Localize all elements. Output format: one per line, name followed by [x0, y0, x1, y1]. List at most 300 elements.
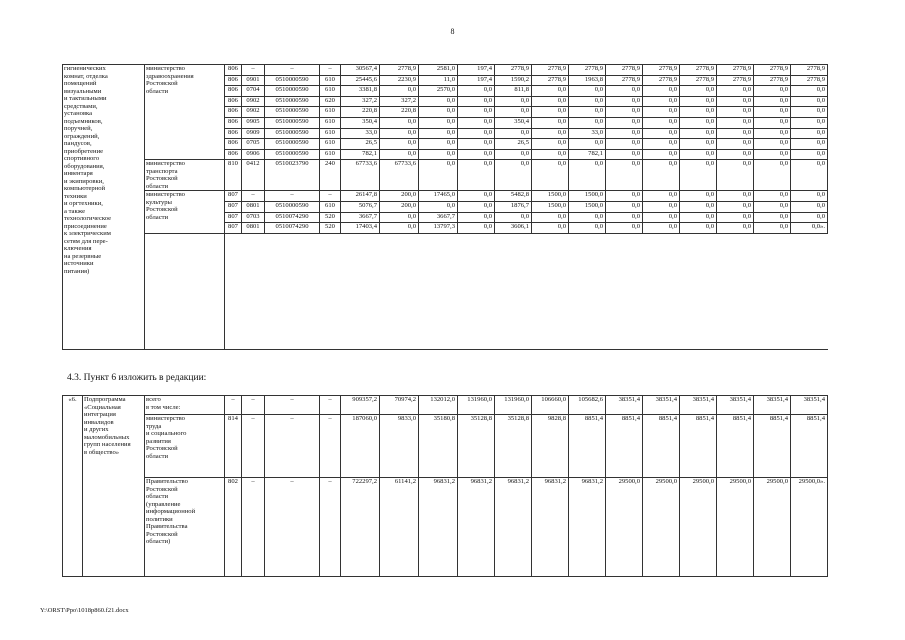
- executor-cell: [145, 396, 225, 415]
- amount-cell: 1500,0: [569, 191, 606, 202]
- text-line: министерство: [146, 65, 185, 72]
- code-cell: 0909: [242, 128, 265, 139]
- empty-cell: [242, 243, 265, 253]
- amount-cell: 0,0: [680, 86, 717, 97]
- amount-cell: 13797,3: [419, 223, 458, 234]
- amount-cell: 106660,0: [532, 396, 569, 415]
- amount-cell: 33,0: [341, 128, 380, 139]
- amount-cell: 0,0: [717, 139, 754, 150]
- amount-cell: 0,0: [643, 212, 680, 223]
- amount-cell: 0,0: [680, 191, 717, 202]
- amount-cell: 0,0: [532, 117, 569, 128]
- amount-cell: 0,0: [532, 86, 569, 97]
- document-path: Y:\ORST\Ppo\1018p860.f21.docx: [40, 607, 129, 614]
- code-cell: –: [225, 396, 242, 415]
- amount-cell: 96831,2: [532, 478, 569, 577]
- amount-cell: 29500,0: [717, 478, 754, 577]
- amount-cell: 220,8: [380, 107, 419, 118]
- empty-cell: [341, 243, 380, 253]
- amount-cell: 0,0: [532, 160, 569, 191]
- text-line: ограждений,: [64, 132, 100, 140]
- amount-cell: 0,0: [680, 212, 717, 223]
- amount-cell: 5482,8: [495, 191, 532, 202]
- amount-cell: 197,4: [458, 65, 495, 76]
- amount-cell: 8851,4: [569, 415, 606, 478]
- text-line: источники: [64, 260, 94, 267]
- amount-cell: 0,0: [419, 149, 458, 160]
- filler-row: [63, 243, 896, 253]
- empty-cell: [380, 233, 419, 243]
- amount-cell: 0,0: [495, 212, 532, 223]
- amount-cell: 0,0: [569, 117, 606, 128]
- amount-cell: 0,0: [754, 223, 791, 234]
- amount-cell: 2778,9: [643, 75, 680, 86]
- amount-cell: 327,2: [341, 96, 380, 107]
- amount-cell: 131960,0: [458, 396, 495, 415]
- text-line: и других: [84, 426, 109, 433]
- text-line: области): [146, 538, 171, 545]
- code-cell: –: [265, 396, 320, 415]
- amount-cell: 2778,9: [717, 65, 754, 76]
- amount-cell: 220,8: [341, 107, 380, 118]
- amount-cell: 3381,8: [341, 86, 380, 97]
- code-cell: 814: [225, 415, 242, 478]
- amount-cell: 0,0: [458, 117, 495, 128]
- amount-cell: 26,5: [341, 139, 380, 150]
- amount-cell: 0,0: [791, 160, 828, 191]
- executor-cell: [145, 415, 225, 478]
- empty-cell: [754, 233, 791, 243]
- amount-cell: 0,0: [380, 223, 419, 234]
- amount-cell: 8851,4: [791, 415, 828, 478]
- code-cell: 610: [320, 86, 341, 97]
- amount-cell: 0,0: [791, 128, 828, 139]
- text-line: инвалидов: [84, 418, 114, 426]
- empty-cell: [225, 233, 242, 243]
- amount-cell: 132012,0: [419, 396, 458, 415]
- amount-cell: 0,0: [606, 212, 643, 223]
- amount-cell: 0,0: [680, 149, 717, 160]
- amount-cell: 0,0: [458, 149, 495, 160]
- amount-cell: 0,0: [532, 149, 569, 160]
- amount-cell: 0,0: [606, 96, 643, 107]
- amount-cell: 0,0: [458, 128, 495, 139]
- code-cell: 610: [320, 117, 341, 128]
- amount-cell: 350,4: [495, 117, 532, 128]
- empty-cell: [419, 243, 458, 253]
- amount-cell: 0,0: [569, 212, 606, 223]
- amount-cell: 0,0: [717, 117, 754, 128]
- amount-cell: 2778,9: [680, 65, 717, 76]
- text-line: информационной: [146, 508, 196, 515]
- amount-cell: 2778,9: [606, 75, 643, 86]
- text-line: и социального: [146, 430, 187, 437]
- empty-cell: [225, 253, 242, 350]
- text-line: компьютерной: [64, 185, 106, 192]
- empty-cell: [242, 233, 265, 243]
- empty-cell: [791, 243, 828, 253]
- code-cell: 0510000590: [265, 128, 320, 139]
- empty-cell: [717, 233, 754, 243]
- amount-cell: 38351,4: [754, 396, 791, 415]
- code-cell: 610: [320, 107, 341, 118]
- amount-cell: 61141,2: [380, 478, 419, 577]
- code-cell: –: [265, 415, 320, 478]
- text-line: присоединение: [64, 222, 107, 230]
- amount-cell: 29500,0: [643, 478, 680, 577]
- amount-cell: 0,0: [606, 139, 643, 150]
- empty-cell: [680, 253, 717, 350]
- code-cell: 0510000590: [265, 75, 320, 86]
- amount-cell: 0,0: [643, 107, 680, 118]
- empty-cell: [495, 253, 532, 350]
- empty-cell: [791, 233, 828, 243]
- amount-cell: 0,0: [791, 96, 828, 107]
- executor-cell: [145, 191, 225, 233]
- empty-cell: [532, 233, 569, 243]
- amount-cell: 2778,9: [380, 65, 419, 76]
- empty-cell: [145, 243, 225, 253]
- amount-cell: 0,0: [643, 139, 680, 150]
- amount-cell: 0,0: [680, 96, 717, 107]
- text-line: ключения: [64, 245, 92, 252]
- amount-cell: 0,0: [569, 223, 606, 234]
- empty-cell: [606, 253, 643, 350]
- text-line: оборудования,: [64, 162, 105, 170]
- empty-cell: [145, 253, 225, 350]
- executor-cell: [145, 478, 225, 577]
- amount-cell: 0,0: [458, 139, 495, 150]
- amount-cell: 0,0: [419, 96, 458, 107]
- table-row: [63, 65, 896, 76]
- text-line: политики: [146, 515, 173, 523]
- amount-cell: 0,0: [754, 128, 791, 139]
- empty-cell: [569, 253, 606, 350]
- empty-cell: [242, 253, 265, 350]
- empty-cell: [754, 243, 791, 253]
- empty-cell: [320, 243, 341, 253]
- amount-cell: 29500,0: [606, 478, 643, 577]
- amount-cell: 1500,0: [569, 201, 606, 212]
- text-line: подъемников,: [64, 117, 103, 125]
- code-cell: 806: [225, 75, 242, 86]
- code-cell: –: [265, 191, 320, 202]
- amount-cell: 8851,4: [717, 415, 754, 478]
- amount-cell: 0,0: [380, 117, 419, 128]
- amount-cell: 197,4: [458, 75, 495, 86]
- amount-cell: 0,0: [606, 117, 643, 128]
- code-cell: 807: [225, 212, 242, 223]
- amount-cell: 0,0: [606, 128, 643, 139]
- amount-cell: 1590,2: [495, 75, 532, 86]
- executor-cell: [145, 65, 225, 160]
- empty-cell: [791, 253, 828, 350]
- amount-cell: 0,0: [754, 160, 791, 191]
- code-cell: 807: [225, 201, 242, 212]
- item-number-cell: «6.: [63, 396, 83, 577]
- amount-cell: 0,0: [419, 117, 458, 128]
- amount-cell: 35128,8: [495, 415, 532, 478]
- text-line: техники: [64, 192, 87, 200]
- amount-cell: 0,0: [458, 96, 495, 107]
- amount-cell: 29500,0: [680, 478, 717, 577]
- amount-cell: 0,0: [643, 117, 680, 128]
- amount-cell: 26147,8: [341, 191, 380, 202]
- amount-cell: 3667,7: [341, 212, 380, 223]
- amount-cell: 0,0: [569, 86, 606, 97]
- amount-cell: 0,0: [717, 107, 754, 118]
- amount-cell: 0,0: [791, 212, 828, 223]
- code-cell: 806: [225, 139, 242, 150]
- amount-cell: 2778,9: [791, 75, 828, 86]
- code-cell: –: [320, 415, 341, 478]
- amount-cell: 0,0: [754, 117, 791, 128]
- amount-cell: 0,0: [419, 201, 458, 212]
- text-line: визуальными: [64, 87, 102, 95]
- amount-cell: 35180,8: [419, 415, 458, 478]
- text-line: Ростовской: [146, 485, 178, 493]
- text-line: области: [146, 182, 169, 190]
- amount-cell: 0,0: [380, 128, 419, 139]
- amount-cell: 0,0: [754, 96, 791, 107]
- amount-cell: 0,0: [606, 107, 643, 118]
- text-line: поручней,: [64, 125, 93, 132]
- amount-cell: 0,0: [606, 191, 643, 202]
- code-cell: 806: [225, 65, 242, 76]
- amount-cell: 0,0: [791, 139, 828, 150]
- text-line: труда: [146, 422, 162, 430]
- code-cell: 0510023790: [265, 160, 320, 191]
- code-cell: 0705: [242, 139, 265, 150]
- text-line: транспорта: [146, 167, 178, 175]
- filler-row: [63, 253, 896, 350]
- code-cell: 0510000590: [265, 139, 320, 150]
- subprogram-table: [62, 395, 896, 577]
- amount-cell: 200,0: [380, 191, 419, 202]
- code-cell: –: [320, 65, 341, 76]
- code-cell: –: [320, 478, 341, 577]
- text-line: всего: [146, 396, 161, 403]
- amount-cell: 0,0: [680, 117, 717, 128]
- amount-cell: 1876,7: [495, 201, 532, 212]
- text-line: гигиенических: [64, 65, 106, 72]
- code-cell: –: [320, 396, 341, 415]
- code-cell: 802: [225, 478, 242, 577]
- amount-cell: 17403,4: [341, 223, 380, 234]
- amount-cell: 0,0: [606, 201, 643, 212]
- text-line: интеграция: [84, 411, 116, 418]
- amount-cell: 3667,7: [419, 212, 458, 223]
- budget-table-continued: [62, 64, 896, 350]
- amount-cell: 0,0: [606, 86, 643, 97]
- empty-cell: [495, 233, 532, 243]
- text-line: и тактильными: [64, 95, 107, 102]
- empty-cell: [643, 253, 680, 350]
- amount-cell: 0,0: [643, 86, 680, 97]
- empty-cell: [380, 253, 419, 350]
- code-cell: 240: [320, 160, 341, 191]
- amount-cell: 0,0: [458, 201, 495, 212]
- empty-cell: [341, 233, 380, 243]
- table-row: [63, 415, 896, 478]
- empty-cell: [320, 253, 341, 350]
- amount-cell: 70974,2: [380, 396, 419, 415]
- amount-cell: 1963,8: [569, 75, 606, 86]
- amount-cell: 0,0: [643, 160, 680, 191]
- amount-cell: 2230,9: [380, 75, 419, 86]
- amount-cell: 0,0: [606, 149, 643, 160]
- amount-cell: 0,0: [717, 128, 754, 139]
- code-cell: 0902: [242, 96, 265, 107]
- empty-cell: [532, 253, 569, 350]
- code-cell: 0704: [242, 86, 265, 97]
- amount-cell: 0,0: [791, 201, 828, 212]
- amount-cell: 0,0: [495, 128, 532, 139]
- amount-cell: 0,0».: [791, 223, 828, 234]
- amount-cell: 0,0: [643, 96, 680, 107]
- amount-cell: 2581,0: [419, 65, 458, 76]
- amount-cell: 0,0: [419, 139, 458, 150]
- amount-cell: 0,0: [791, 191, 828, 202]
- code-cell: 806: [225, 86, 242, 97]
- text-line: Ростовской: [146, 206, 178, 214]
- amount-cell: 105682,6: [569, 396, 606, 415]
- code-cell: –: [320, 191, 341, 202]
- text-line: инвентаря: [64, 170, 93, 177]
- text-line: Ростовской: [146, 175, 178, 183]
- amount-cell: 811,8: [495, 86, 532, 97]
- amount-cell: 0,0: [458, 191, 495, 202]
- amount-cell: 0,0: [532, 139, 569, 150]
- amount-cell: 96831,2: [419, 478, 458, 577]
- amount-cell: 0,0: [419, 128, 458, 139]
- amount-cell: 0,0: [754, 139, 791, 150]
- empty-cell: [145, 233, 225, 243]
- text-line: групп населения: [84, 441, 131, 448]
- amount-cell: 25445,6: [341, 75, 380, 86]
- amount-cell: 0,0: [569, 139, 606, 150]
- amount-cell: 9833,0: [380, 415, 419, 478]
- amount-cell: 2778,9: [754, 65, 791, 76]
- amount-cell: 0,0: [754, 191, 791, 202]
- code-cell: 610: [320, 75, 341, 86]
- amount-cell: 0,0: [680, 107, 717, 118]
- text-line: области: [146, 493, 169, 500]
- amount-cell: 0,0: [532, 223, 569, 234]
- empty-cell: [265, 233, 320, 243]
- empty-cell: [643, 233, 680, 243]
- amount-cell: 1500,0: [532, 201, 569, 212]
- code-cell: 0510000590: [265, 201, 320, 212]
- amount-cell: 909357,2: [341, 396, 380, 415]
- empty-cell: [341, 253, 380, 350]
- text-line: здравоохранения: [146, 72, 194, 80]
- code-cell: –: [242, 396, 265, 415]
- amount-cell: 0,0: [532, 107, 569, 118]
- empty-cell: [265, 243, 320, 253]
- text-line: министерство: [146, 415, 185, 422]
- amount-cell: 29500,0: [754, 478, 791, 577]
- amount-cell: 8851,4: [643, 415, 680, 478]
- amount-cell: 0,0: [458, 107, 495, 118]
- amount-cell: 2778,9: [532, 75, 569, 86]
- amount-cell: 0,0: [569, 160, 606, 191]
- empty-cell: [717, 253, 754, 350]
- amount-cell: 38351,4: [791, 396, 828, 415]
- code-cell: 620: [320, 96, 341, 107]
- code-cell: –: [265, 478, 320, 577]
- amount-cell: 0,0: [754, 149, 791, 160]
- code-cell: 806: [225, 128, 242, 139]
- empty-cell: [754, 253, 791, 350]
- filler-row: [63, 233, 896, 243]
- text-line: Правительство: [146, 478, 188, 485]
- empty-cell: [225, 243, 242, 253]
- amount-cell: 782,1: [341, 149, 380, 160]
- amount-cell: 131960,0: [495, 396, 532, 415]
- code-cell: 610: [320, 149, 341, 160]
- text-line: (управление: [146, 500, 181, 508]
- amount-cell: 0,0: [495, 160, 532, 191]
- empty-cell: [606, 243, 643, 253]
- amount-cell: 0,0: [643, 223, 680, 234]
- text-line: технологическое: [64, 215, 112, 222]
- amount-cell: 0,0: [754, 107, 791, 118]
- amount-cell: 2778,9: [495, 65, 532, 76]
- code-cell: 0906: [242, 149, 265, 160]
- empty-cell: [458, 233, 495, 243]
- amount-cell: 67733,6: [380, 160, 419, 191]
- code-cell: 0510000590: [265, 149, 320, 160]
- amount-cell: 0,0: [458, 160, 495, 191]
- amount-cell: 2778,9: [643, 65, 680, 76]
- amount-cell: 0,0: [532, 212, 569, 223]
- code-cell: 0801: [242, 223, 265, 234]
- text-line: области: [146, 213, 169, 221]
- empty-cell: [380, 243, 419, 253]
- amount-cell: 96831,2: [569, 478, 606, 577]
- amount-cell: 0,0: [680, 201, 717, 212]
- amount-cell: 0,0: [680, 160, 717, 191]
- amount-cell: 96831,2: [495, 478, 532, 577]
- text-line: Ростовской: [146, 445, 178, 452]
- text-line: пандусов,: [64, 140, 92, 147]
- amount-cell: 0,0: [754, 201, 791, 212]
- amount-cell: 9828,8: [532, 415, 569, 478]
- amount-cell: 0,0: [458, 223, 495, 234]
- amount-cell: 187060,0: [341, 415, 380, 478]
- code-cell: 0510074290: [265, 223, 320, 234]
- amount-cell: 0,0: [495, 107, 532, 118]
- empty-cell: [569, 243, 606, 253]
- amount-cell: 0,0: [643, 128, 680, 139]
- code-cell: 807: [225, 191, 242, 202]
- amount-cell: 2778,9: [532, 65, 569, 76]
- text-line: средствами,: [64, 102, 98, 110]
- text-line: сетям для пере-: [64, 237, 108, 245]
- code-cell: 806: [225, 96, 242, 107]
- text-line: приобретение: [64, 147, 104, 155]
- amount-cell: 30567,4: [341, 65, 380, 76]
- text-line: Правительства: [146, 523, 188, 530]
- amount-cell: 0,0: [791, 86, 828, 97]
- amount-cell: 0,0: [532, 96, 569, 107]
- text-line: министерство: [146, 191, 185, 199]
- empty-cell: [265, 253, 320, 350]
- amount-cell: 0,0: [458, 86, 495, 97]
- amount-cell: 0,0: [680, 223, 717, 234]
- text-line: установка: [64, 110, 93, 117]
